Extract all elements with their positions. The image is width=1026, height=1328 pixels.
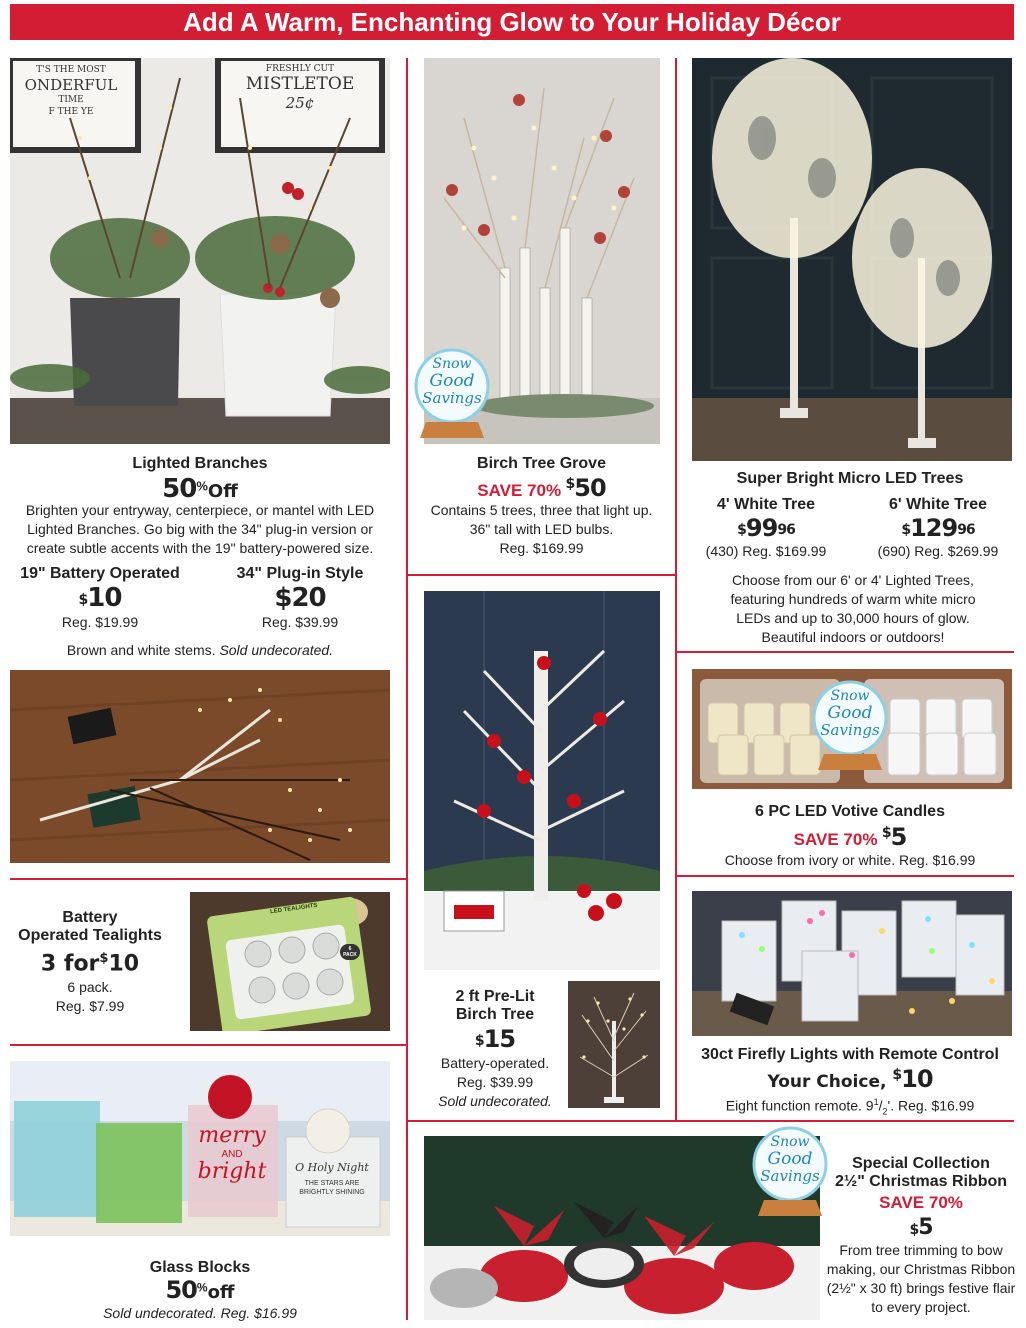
micro-option-1-dollars: 99 [745, 514, 778, 542]
option-1-reg: Reg. $19.99 [61, 614, 139, 630]
votives-name: 6 PC LED Votive Candles [755, 803, 945, 820]
snow-good-savings-badge-1 [412, 348, 492, 440]
badge-3-line-2: Good [767, 1149, 813, 1169]
lighted-branches-note-a: Brown and white stems. [66, 642, 220, 658]
firefly-lights-photo [692, 891, 1012, 1036]
tealights-package-label: LED TEALIGHTS [269, 902, 318, 916]
micro-trees-option-1 [686, 496, 846, 561]
firefly-name: 30ct Firefly Lights with Remote Control [701, 1046, 999, 1063]
birch-grove-description-2: 36" tall with LED bulbs. [469, 521, 614, 537]
badge-2-line-1: Snow [830, 688, 870, 704]
divider-left-2 [10, 1044, 407, 1046]
lighted-branches-offer-percent: % [196, 478, 208, 494]
glass-block-and: AND [221, 1149, 243, 1160]
firefly-desc: Eight function remote. 9 [725, 1097, 874, 1114]
votives-description: Choose from ivory or white. Reg. $16.99 [724, 852, 976, 868]
column-divider-left [406, 58, 408, 1320]
ribbon-description: From tree trimming to bow making, our Christmas Ribbon (2½" x 30 ft) brings festive flair to every project. [826, 1242, 1016, 1315]
firefly-frac-num: 1 [873, 1097, 879, 1107]
micro-trees-description: Choose from our 6' or 4' Lighted Trees, featuring hundreds of warm white micro LEDs and up to 30,000 hours of glow. Beautiful indoors or outdoors! [730, 572, 976, 645]
divider-right-2 [676, 875, 1014, 877]
ribbon-name-1: Special Collection [852, 1155, 990, 1172]
column-divider-right [675, 58, 677, 1120]
micro-option-2-cents: 96 [957, 522, 975, 538]
micro-option-2-reg: (690) Reg. $269.99 [877, 543, 999, 559]
firefly-desc-tail: '. Reg. $16.99 [887, 1097, 975, 1114]
prelit-birch-note: Sold undecorated. [438, 1093, 552, 1109]
lighted-branches-note-b: Sold undecorated. [219, 642, 334, 658]
tealights-name-2: Operated Tealights [18, 927, 162, 944]
decorated-birch-photo [424, 591, 660, 970]
glass-blocks-offer-percent: % [196, 1280, 208, 1295]
micro-option-2-dollars: 129 [910, 514, 958, 542]
sign-2-text [222, 64, 378, 112]
micro-trees-option-2 [858, 496, 1018, 561]
birch-grove-reg: Reg. $169.99 [499, 540, 584, 556]
branch-lights-photo [10, 670, 390, 863]
lighted-branches-description: Brighten your entryway, centerpiece, or mantel with LED Lighted Branches. Go big with the 34" plug-in version or create subtle accents with the 19" battery-powered size. [25, 502, 375, 556]
ribbon-name-2: 2½" Christmas Ribbon [834, 1173, 1008, 1190]
glass-blocks-note: Sold undecorated. Reg. $16.99 [103, 1305, 297, 1321]
glass-blocks-offer-number: 50 [165, 1276, 197, 1304]
prelit-birch-price: $15 [474, 1025, 516, 1053]
badge-1-text [422, 356, 482, 407]
badge-2-text [820, 688, 880, 739]
divider-right-1 [676, 651, 1014, 653]
micro-option-1-name: 4' White Tree [716, 496, 816, 513]
option-2-price: $20 [274, 583, 326, 613]
lighted-branches-offer-word: Off [207, 481, 238, 502]
prelit-birch-info [424, 988, 566, 1111]
tealights-info [10, 909, 170, 1016]
glass-block-merry: merry [198, 1123, 266, 1148]
tealights-offer: 3 for$10 [40, 951, 140, 977]
sign-2-line-2: MISTLETOE [245, 74, 355, 94]
glass-block-holy-night: O Holy Night [295, 1161, 369, 1174]
birch-grove-offer [408, 474, 675, 502]
page-banner: Add A Warm, Enchanting Glow to Your Holiday Décor [10, 4, 1014, 40]
micro-option-1-cents: 96 [777, 522, 795, 538]
divider-mid-1 [407, 574, 675, 576]
option-2-reg: Reg. $39.99 [261, 614, 339, 630]
birch-grove-price: $50 [565, 474, 606, 502]
snow-good-savings-badge-3 [750, 1126, 830, 1218]
micro-trees-name: Super Bright Micro LED Trees [736, 470, 964, 487]
micro-option-1-reg: (430) Reg. $169.99 [705, 543, 827, 559]
birch-grove-name: Birch Tree Grove [477, 455, 606, 472]
micro-trees-photo [692, 58, 1012, 461]
prelit-birch-price-value: 15 [483, 1025, 516, 1053]
glass-block-bright: bright [197, 1159, 267, 1184]
option-1-price-value: 10 [87, 583, 122, 613]
votives-price-value: 5 [890, 823, 907, 851]
firefly-frac-den: 2 [882, 1106, 888, 1117]
ribbon-info [826, 1155, 1016, 1317]
prelit-birch-photo [568, 981, 660, 1108]
votives-offer [676, 823, 1024, 851]
votives-save: SAVE 70% [793, 830, 878, 849]
badge-2-line-2: Good [827, 703, 873, 723]
glass-blocks-photo [10, 1061, 390, 1236]
firefly-price: $10 [892, 1065, 933, 1093]
badge-3-line-3: Savings [760, 1167, 820, 1185]
prelit-birch-name-1: 2 ft Pre-Lit [455, 988, 535, 1005]
micro-option-1-price: $^{\$}99^{96}$ [737, 514, 795, 542]
badge-3-text [760, 1134, 820, 1185]
lighted-branches-photo [10, 58, 390, 444]
lighted-branches-name: Lighted Branches [132, 455, 268, 472]
ribbon-price: $5 [909, 1215, 933, 1240]
prelit-birch-name-2: Birch Tree [455, 1006, 535, 1023]
ribbon-price-value: 5 [918, 1215, 933, 1240]
sign-1-line-2: ONDERFUL [24, 76, 118, 94]
micro-option-2-name: 6' White Tree [888, 496, 988, 513]
tealights-offer-b: 10 [108, 951, 140, 977]
tealights-name-1: Battery [62, 909, 118, 926]
sign-1-line-1: T'S THE MOST [36, 65, 106, 75]
badge-3-line-1: Snow [770, 1134, 810, 1150]
tealights-reg: Reg. $7.99 [55, 998, 125, 1015]
lighted-branches-option-2 [205, 565, 395, 632]
sign-2-line-3: 25¢ [285, 94, 315, 112]
lighted-branches-offer-number: 50 [162, 474, 197, 504]
badge-1-line-2: Good [429, 371, 475, 391]
firefly-price-value: 10 [901, 1065, 933, 1093]
prelit-birch-desc: Battery-operated. [440, 1055, 550, 1071]
badge-1-line-3: Savings [422, 389, 482, 407]
tealights-offer-a: 3 for [40, 951, 100, 977]
birch-grove-description-1: Contains 5 trees, three that light up. [430, 502, 653, 518]
snow-good-savings-badge-2 [810, 680, 890, 772]
birch-grove-price-value: 50 [574, 474, 606, 502]
tealights-pack: 6 pack. [67, 979, 113, 996]
glass-blocks-offer-word: off [207, 1282, 235, 1303]
divider-left-1 [10, 878, 407, 880]
option-1-name: 19" Battery Operated [20, 565, 180, 582]
lighted-branches-option-1 [10, 565, 190, 632]
sign-1-line-4: F THE YE [48, 107, 94, 117]
lighted-branches-offer [10, 474, 390, 504]
option-2-name: 34" Plug-in Style [236, 565, 364, 582]
sign-2-line-1: FRESHLY CUT [265, 64, 335, 74]
badge-2-line-3: Savings [820, 721, 880, 739]
firefly-offer [676, 1065, 1024, 1093]
glass-blocks-name: Glass Blocks [149, 1259, 251, 1276]
ribbon-save: SAVE 70% [879, 1193, 963, 1212]
badge-1-line-1: Snow [432, 356, 472, 372]
lighted-branches-note [10, 641, 390, 660]
micro-option-2-price: $^{\$}129^{96}$ [901, 514, 975, 542]
tealights-photo [190, 892, 390, 1031]
glass-block-stars: THE STARS ARE BRIGHTLY SHINING [299, 1180, 365, 1196]
sign-1-text [10, 64, 132, 118]
birch-grove-save: SAVE 70% [477, 481, 562, 500]
firefly-description: Eight function remote. $9^1/_2'$. Reg. $16.99 [725, 1097, 975, 1117]
option-1-price: $10 [78, 583, 122, 613]
votives-price: $5 [881, 823, 907, 851]
firefly-offer-text: Your Choice, [767, 1072, 893, 1092]
glass-blocks-offer [10, 1276, 390, 1304]
tealights-package-count: 6 PACK [340, 944, 360, 960]
sign-1-line-3: TIME [58, 95, 84, 105]
prelit-birch-reg: Reg. $39.99 [456, 1074, 534, 1090]
